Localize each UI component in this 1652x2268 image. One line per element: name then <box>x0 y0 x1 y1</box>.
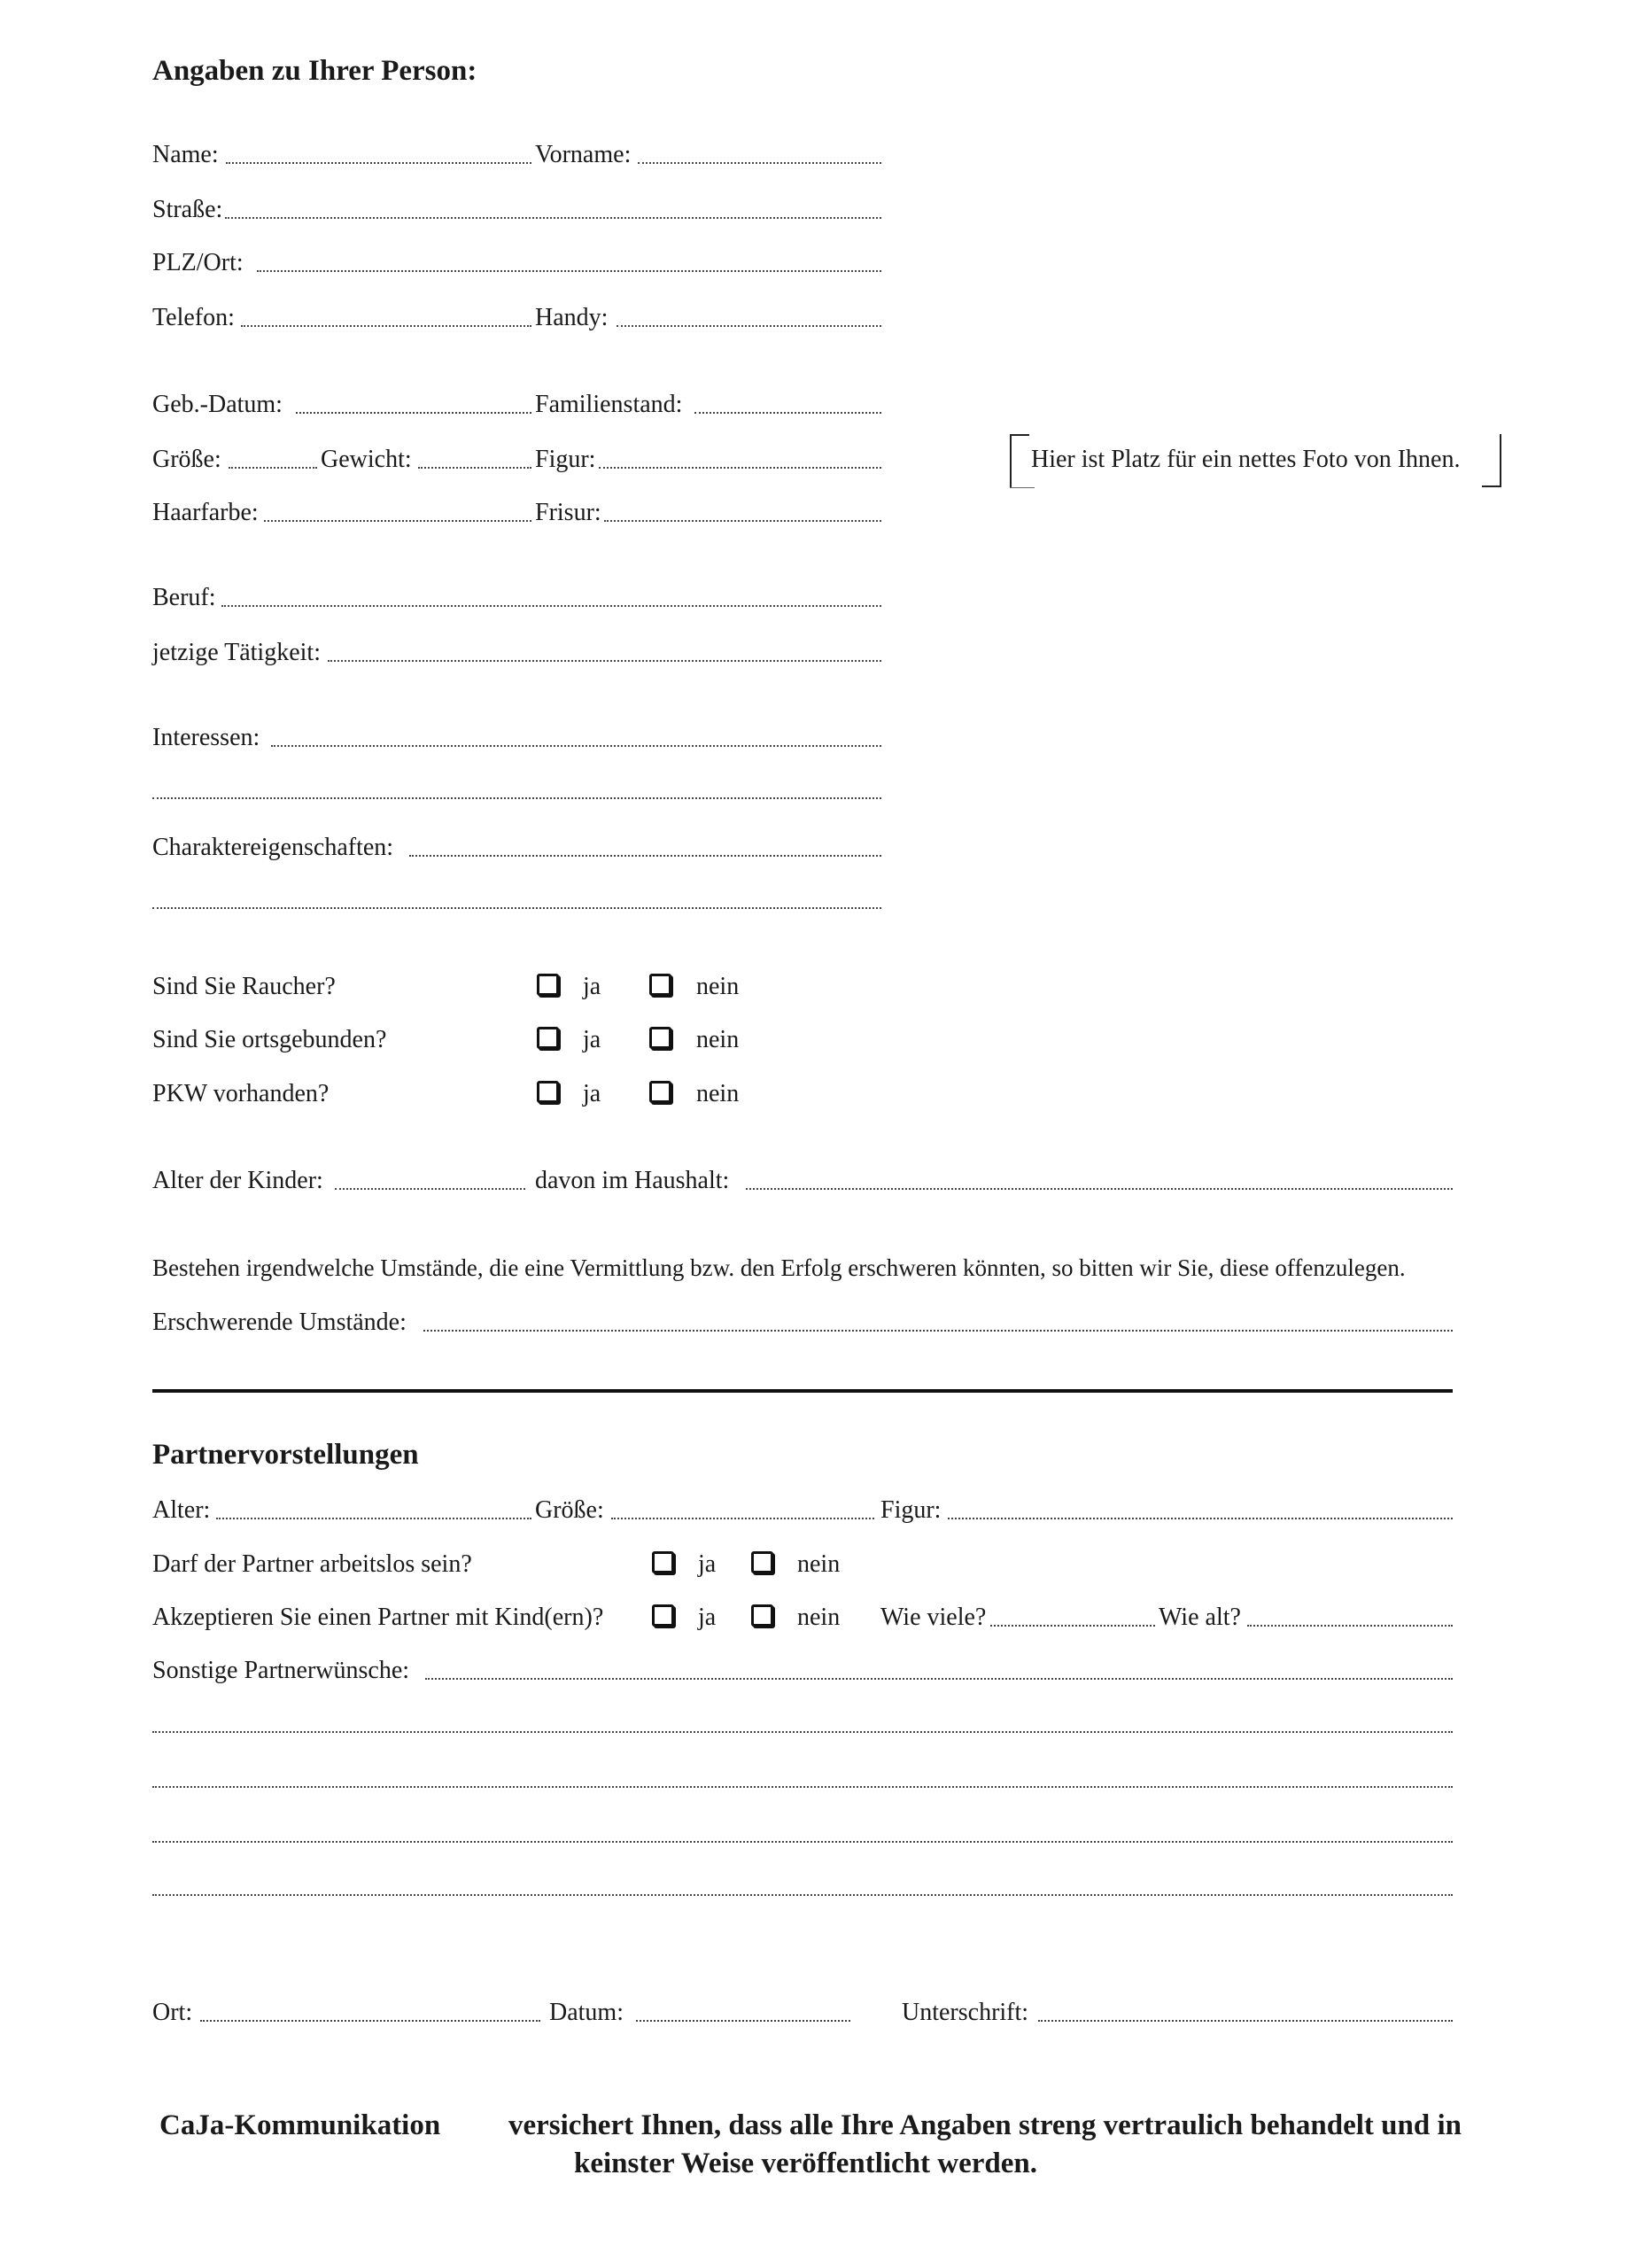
kinder-question: Akzeptieren Sie einen Partner mit Kind(ern)? <box>152 1604 604 1631</box>
ortsgebunden-question: Sind Sie ortsgebunden? <box>152 1026 387 1053</box>
telefon-field[interactable] <box>241 325 531 327</box>
erschwerend-label: Erschwerende Umstände: <box>152 1309 407 1336</box>
partner-groesse-label: Größe: <box>535 1496 604 1524</box>
arbeitslos-nein-label: nein <box>797 1550 841 1578</box>
vorname-field[interactable] <box>638 162 881 164</box>
arbeitslos-question: Darf der Partner arbeitslos sein? <box>152 1550 472 1578</box>
kinder-alter-label: Alter der Kinder: <box>152 1167 323 1194</box>
ortsgebunden-nein-checkbox[interactable] <box>649 1027 671 1049</box>
familienstand-label: Familienstand: <box>535 391 683 418</box>
raucher-nein-checkbox[interactable] <box>649 974 671 996</box>
frisur-label: Frisur: <box>535 499 601 526</box>
arbeitslos-nein-checkbox[interactable] <box>751 1551 773 1573</box>
plz-ort-label: PLZ/Ort: <box>152 249 244 276</box>
section-divider <box>152 1389 1453 1393</box>
ortsgebunden-ja-checkbox[interactable] <box>537 1027 559 1049</box>
sonstige-field-line4[interactable] <box>152 1841 1453 1843</box>
haushalt-field[interactable] <box>746 1188 1453 1190</box>
strasse-label: Straße: <box>152 196 223 223</box>
figur-label: Figur: <box>535 446 596 473</box>
haushalt-label: davon im Haushalt: <box>535 1167 730 1194</box>
arbeitslos-ja-checkbox[interactable] <box>652 1551 674 1573</box>
company-name: CaJa-Kommunikation <box>159 2109 441 2141</box>
partner-heading: Partnervorstellungen <box>152 1439 419 1471</box>
pkw-ja-checkbox[interactable] <box>537 1081 559 1103</box>
interessen-field[interactable] <box>271 745 881 747</box>
strasse-field[interactable] <box>225 217 881 219</box>
wie-viele-field[interactable] <box>990 1625 1155 1627</box>
groesse-field[interactable] <box>229 467 317 469</box>
charakter-field[interactable] <box>409 855 881 857</box>
kinder-ja-label: ja <box>698 1604 717 1631</box>
photo-hint-label: Hier ist Platz für ein nettes Foto von Ihnen. <box>1031 446 1461 473</box>
handy-field[interactable] <box>617 325 881 327</box>
taetigkeit-field[interactable] <box>328 660 881 662</box>
kinder-nein-checkbox[interactable] <box>751 1604 773 1627</box>
ortsgebunden-ja-label: ja <box>583 1026 601 1053</box>
sonstige-field-line3[interactable] <box>152 1786 1453 1788</box>
interessen-label: Interessen: <box>152 724 260 751</box>
raucher-ja-checkbox[interactable] <box>537 974 559 996</box>
pkw-ja-label: ja <box>583 1080 601 1107</box>
sonstige-field[interactable] <box>425 1678 1453 1680</box>
beruf-label: Beruf: <box>152 584 216 611</box>
kinder-nein-label: nein <box>797 1604 841 1631</box>
geb-datum-field[interactable] <box>296 412 531 414</box>
wie-viele-label: Wie viele? <box>880 1604 987 1631</box>
partner-figur-label: Figur: <box>880 1496 942 1524</box>
unterschrift-field[interactable] <box>1038 2020 1453 2022</box>
erschwerend-field[interactable] <box>423 1330 1453 1332</box>
ort-label: Ort: <box>152 1999 193 2026</box>
raucher-question: Sind Sie Raucher? <box>152 973 336 1000</box>
interessen-field-line2[interactable] <box>152 797 881 799</box>
unterschrift-label: Unterschrift: <box>902 1999 1029 2026</box>
taetigkeit-label: jetzige Tätigkeit: <box>152 639 321 666</box>
footer-line1: versichert Ihnen, dass alle Ihre Angaben streng vertraulich behandelt und in <box>508 2109 1462 2141</box>
circumstances-intro: Bestehen irgendwelche Umstände, die eine Vermittlung bzw. den Erfolg erschweren könnten, so bitten wir Sie, diese offenzulegen. <box>152 1254 1406 1281</box>
charakter-field-line2[interactable] <box>152 907 881 909</box>
plz-ort-field[interactable] <box>257 270 881 272</box>
haarfarbe-field[interactable] <box>264 520 531 522</box>
charakter-label: Charaktereigenschaften: <box>152 834 394 861</box>
partner-groesse-field[interactable] <box>611 1518 874 1519</box>
handy-label: Handy: <box>535 304 609 331</box>
familienstand-field[interactable] <box>694 412 881 414</box>
sonstige-label: Sonstige Partnerwünsche: <box>152 1657 410 1684</box>
name-field[interactable] <box>226 162 531 164</box>
partner-alter-field[interactable] <box>216 1518 531 1519</box>
arbeitslos-ja-label: ja <box>698 1550 717 1578</box>
kinder-ja-checkbox[interactable] <box>652 1604 674 1627</box>
figur-field[interactable] <box>599 467 881 469</box>
ort-field[interactable] <box>200 2020 540 2022</box>
telefon-label: Telefon: <box>152 304 235 331</box>
personal-heading: Angaben zu Ihrer Person: <box>152 55 477 87</box>
kinder-alter-field[interactable] <box>335 1188 525 1190</box>
pkw-question: PKW vorhanden? <box>152 1080 330 1107</box>
wie-alt-label: Wie alt? <box>1159 1604 1241 1631</box>
haarfarbe-label: Haarfarbe: <box>152 499 259 526</box>
footer-line2: keinster Weise veröffentlicht werden. <box>574 2148 1038 2179</box>
partner-figur-field[interactable] <box>948 1518 1453 1519</box>
sonstige-field-line2[interactable] <box>152 1731 1453 1733</box>
pkw-nein-label: nein <box>696 1080 740 1107</box>
sonstige-field-line5[interactable] <box>152 1894 1453 1896</box>
geb-datum-label: Geb.-Datum: <box>152 391 283 418</box>
raucher-ja-label: ja <box>583 973 601 1000</box>
beruf-field[interactable] <box>221 605 881 607</box>
frisur-field[interactable] <box>604 520 881 522</box>
name-label: Name: <box>152 141 219 168</box>
raucher-nein-label: nein <box>696 973 740 1000</box>
wie-alt-field[interactable] <box>1247 1625 1453 1627</box>
gewicht-label: Gewicht: <box>321 446 412 473</box>
pkw-nein-checkbox[interactable] <box>649 1081 671 1103</box>
gewicht-field[interactable] <box>418 467 531 469</box>
datum-label: Datum: <box>549 1999 624 2026</box>
vorname-label: Vorname: <box>535 141 632 168</box>
ortsgebunden-nein-label: nein <box>696 1026 740 1053</box>
groesse-label: Größe: <box>152 446 221 473</box>
datum-field[interactable] <box>636 2020 850 2022</box>
partner-alter-label: Alter: <box>152 1496 211 1524</box>
photo-placeholder <box>1010 434 1501 487</box>
